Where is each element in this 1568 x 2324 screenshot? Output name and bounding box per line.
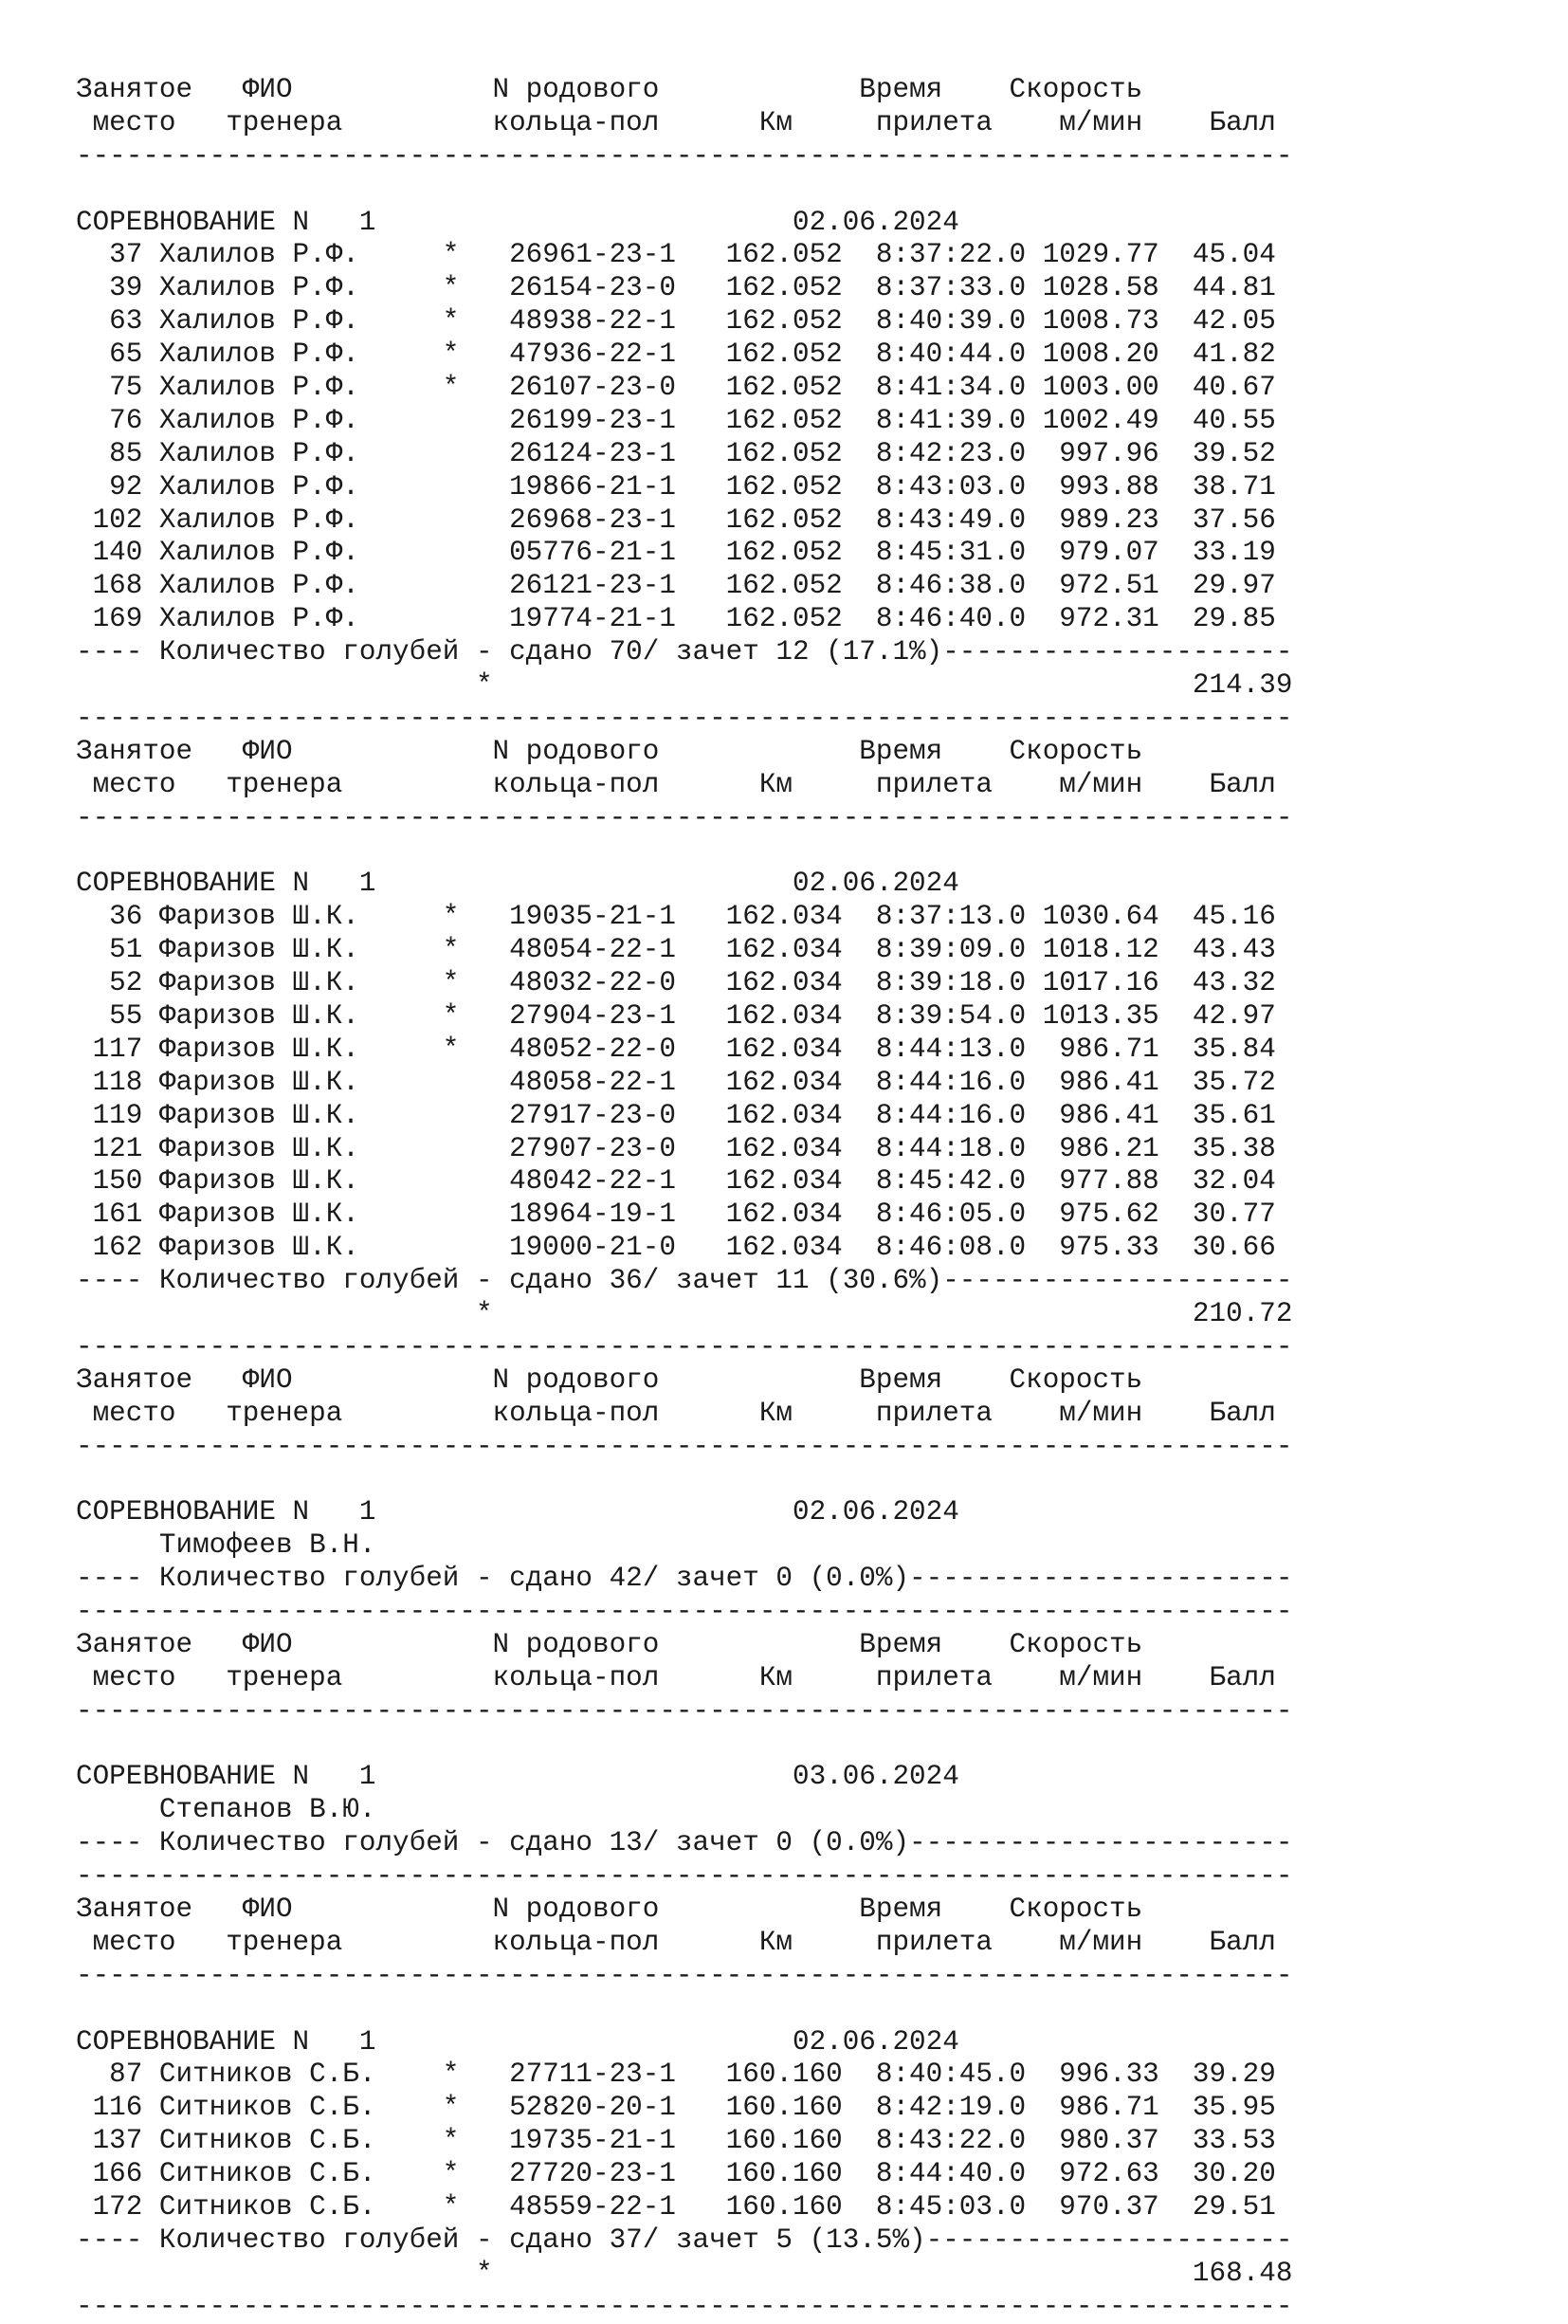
result-row: 137 Ситников С.Б. * 19735-21-1 160.160 8:43:22.0 980.37 33.53 <box>76 2125 1276 2157</box>
result-row: 87 Ситников С.Б. * 27711-23-1 160.160 8:40:45.0 996.33 39.29 <box>76 2059 1276 2091</box>
result-row: 119 Фаризов Ш.К. 27917-23-0 162.034 8:44:16.0 986.41 35.61 <box>76 1099 1276 1131</box>
competition-line: СОРЕВНОВАНИЕ N 1 03.06.2024 <box>76 1761 959 1793</box>
result-row: 121 Фаризов Ш.К. 27907-23-0 162.034 8:44:18.0 986.21 35.38 <box>76 1132 1276 1164</box>
result-row: 55 Фаризов Ш.К. * 27904-23-1 162.034 8:39:54.0 1013.35 42.97 <box>76 999 1276 1032</box>
result-row: 172 Ситников С.Б. * 48559-22-1 160.160 8:45:03.0 970.37 29.51 <box>76 2191 1276 2223</box>
table-header-line1: Занятое ФИО N родового Время Скорость <box>76 74 1143 105</box>
result-row: 51 Фаризов Ш.К. * 48054-22-1 162.034 8:39:09.0 1018.12 43.43 <box>76 934 1276 966</box>
total-score-line: * 168.48 <box>76 2257 1293 2289</box>
header-rule: ------------------------------------------------------------------------- <box>76 1959 1293 1991</box>
competition-line: СОРЕВНОВАНИЕ N 1 02.06.2024 <box>76 868 959 900</box>
total-score-line: * 210.72 <box>76 1297 1293 1329</box>
table-header-line2: место тренера кольца-пол Км прилета м/мин Балл <box>76 1661 1276 1693</box>
pigeon-count-summary: ---- Количество голубей - сдано 13/ зачет 0 (0.0%)----------------------- <box>76 1827 1293 1859</box>
blank-line <box>76 1729 1292 1762</box>
blank-line <box>76 174 1292 207</box>
section-separator-rule: ------------------------------------------------------------------------- <box>76 1595 1293 1627</box>
total-score-line: * 214.39 <box>76 669 1293 702</box>
result-row: 75 Халилов Р.Ф. * 26107-23-0 162.052 8:41:34.0 1003.00 40.67 <box>76 372 1276 404</box>
header-rule: ------------------------------------------------------------------------- <box>76 1694 1293 1727</box>
competition-line: СОРЕВНОВАНИЕ N 1 02.06.2024 <box>76 2025 959 2058</box>
table-header-line2: место тренера кольца-пол Км прилета м/мин Балл <box>76 1397 1276 1429</box>
result-row: Степанов В.Ю. <box>76 1794 376 1826</box>
table-header-line1: Занятое ФИО N родового Время Скорость <box>76 1363 1143 1396</box>
competition-line: СОРЕВНОВАНИЕ N 1 02.06.2024 <box>76 206 959 238</box>
table-header-line1: Занятое ФИО N родового Время Скорость <box>76 735 1143 767</box>
blank-line <box>76 1993 1292 2026</box>
result-row: 140 Халилов Р.Ф. 05776-21-1 162.052 8:45:31.0 979.07 33.19 <box>76 537 1276 569</box>
result-row: 118 Фаризов Ш.К. 48058-22-1 162.034 8:44:16.0 986.41 35.72 <box>76 1066 1276 1098</box>
result-row: 52 Фаризов Ш.К. * 48032-22-0 162.034 8:39:18.0 1017.16 43.32 <box>76 967 1276 999</box>
blank-line <box>76 1463 1292 1496</box>
table-header-line2: место тренера кольца-пол Км прилета м/мин Балл <box>76 1926 1276 1958</box>
result-row: 150 Фаризов Ш.К. 48042-22-1 162.034 8:45:42.0 977.88 32.04 <box>76 1165 1276 1198</box>
result-row: 161 Фаризов Ш.К. 18964-19-1 162.034 8:46:05.0 975.62 30.77 <box>76 1199 1276 1231</box>
pigeon-count-summary: ---- Количество голубей - сдано 70/ зачет 12 (17.1%)--------------------- <box>76 636 1293 668</box>
table-header-line2: место тренера кольца-пол Км прилета м/мин Балл <box>76 106 1276 138</box>
table-header-line2: место тренера кольца-пол Км прилета м/мин Балл <box>76 768 1276 800</box>
section-separator-rule: ------------------------------------------------------------------------- <box>76 1860 1293 1893</box>
table-header-line1: Занятое ФИО N родового Время Скорость <box>76 1893 1143 1925</box>
result-row: 37 Халилов Р.Ф. * 26961-23-1 162.052 8:37:22.0 1029.77 45.04 <box>76 239 1276 271</box>
final-rule: ------------------------------------------------------------------------- <box>76 2290 1293 2322</box>
result-row: 39 Халилов Р.Ф. * 26154-23-0 162.052 8:37:33.0 1028.58 44.81 <box>76 272 1276 304</box>
result-row: 92 Халилов Р.Ф. 19866-21-1 162.052 8:43:03.0 993.88 38.71 <box>76 470 1276 503</box>
competition-line: СОРЕВНОВАНИЕ N 1 02.06.2024 <box>76 1496 959 1528</box>
result-row: Тимофеев В.Н. <box>76 1529 376 1562</box>
result-row: 116 Ситников С.Б. * 52820-20-1 160.160 8:42:19.0 986.71 35.95 <box>76 2092 1276 2124</box>
table-header-line1: Занятое ФИО N родового Время Скорость <box>76 1628 1143 1660</box>
result-row: 168 Халилов Р.Ф. 26121-23-1 162.052 8:46:38.0 972.51 29.97 <box>76 570 1276 602</box>
pigeon-count-summary: ---- Количество голубей - сдано 42/ зачет 0 (0.0%)----------------------- <box>76 1563 1293 1595</box>
section-separator-rule: ------------------------------------------------------------------------- <box>76 1330 1293 1363</box>
result-row: 102 Халилов Р.Ф. 26968-23-1 162.052 8:43:49.0 989.23 37.56 <box>76 503 1276 536</box>
result-row: 166 Ситников С.Б. * 27720-23-1 160.160 8:44:40.0 972.63 30.20 <box>76 2158 1276 2190</box>
result-row: 63 Халилов Р.Ф. * 48938-22-1 162.052 8:40:39.0 1008.73 42.05 <box>76 305 1276 338</box>
result-row: 85 Халилов Р.Ф. 26124-23-1 162.052 8:42:23.0 997.96 39.52 <box>76 437 1276 469</box>
header-rule: ------------------------------------------------------------------------- <box>76 801 1293 833</box>
result-row: 65 Халилов Р.Ф. * 47936-22-1 162.052 8:40:44.0 1008.20 41.82 <box>76 339 1276 371</box>
header-rule: ------------------------------------------------------------------------- <box>76 139 1293 172</box>
header-rule: ------------------------------------------------------------------------- <box>76 1430 1293 1462</box>
section-separator-rule: ------------------------------------------------------------------------- <box>76 702 1293 734</box>
pigeon-count-summary: ---- Количество голубей - сдано 36/ зачет 11 (30.6%)--------------------- <box>76 1265 1293 1297</box>
result-row: 76 Халилов Р.Ф. 26199-23-1 162.052 8:41:39.0 1002.49 40.55 <box>76 404 1276 436</box>
pigeon-count-summary: ---- Количество голубей - сдано 37/ зачет 5 (13.5%)---------------------- <box>76 2223 1293 2256</box>
race-results-report <box>76 74 1292 2324</box>
result-row: 117 Фаризов Ш.К. * 48052-22-0 162.034 8:44:13.0 986.71 35.84 <box>76 1033 1276 1065</box>
result-row: 169 Халилов Р.Ф. 19774-21-1 162.052 8:46:40.0 972.31 29.85 <box>76 603 1276 635</box>
result-row: 162 Фаризов Ш.К. 19000-21-0 162.034 8:46:08.0 975.33 30.66 <box>76 1232 1276 1264</box>
blank-line <box>76 834 1292 868</box>
result-row: 36 Фаризов Ш.К. * 19035-21-1 162.034 8:37:13.0 1030.64 45.16 <box>76 901 1276 933</box>
